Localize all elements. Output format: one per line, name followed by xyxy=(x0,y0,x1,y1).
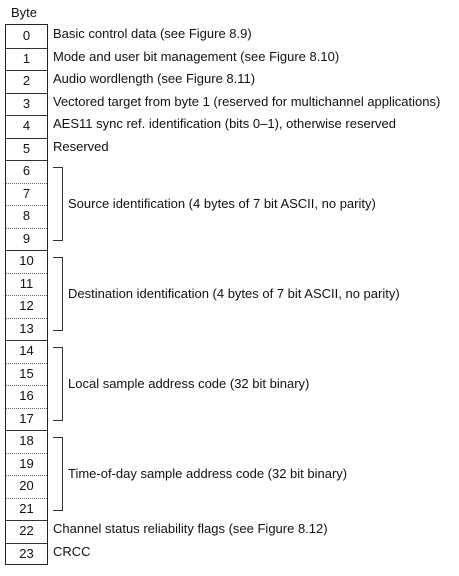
row-divider xyxy=(6,70,47,71)
row-divider xyxy=(6,318,47,319)
byte-number-4: 4 xyxy=(22,118,31,133)
row-divider xyxy=(6,295,47,296)
row-divider xyxy=(6,385,47,386)
byte-number-15: 15 xyxy=(19,365,34,381)
byte-number-23: 23 xyxy=(19,545,34,561)
row-divider xyxy=(6,363,47,364)
group-description: Source identification (4 bytes of 7 bit ASCII, no parity) xyxy=(68,196,376,211)
byte-description-2: Audio wordlength (see Figure 8.11) xyxy=(53,71,256,86)
byte-description-23: CRCC xyxy=(53,543,91,559)
row-divider xyxy=(6,183,47,184)
group-description: Time-of-day sample address code (32 bit binary) xyxy=(68,466,348,481)
row-divider xyxy=(6,93,47,94)
byte-number-18: 18 xyxy=(19,433,34,448)
row-divider xyxy=(6,138,47,139)
row-divider xyxy=(6,430,47,431)
byte-number-1: 1 xyxy=(22,50,31,66)
group-bracket xyxy=(53,167,63,241)
byte-number-20: 20 xyxy=(19,478,34,493)
byte-description-4: AES11 sync ref. identification (bits 0–1), otherwise reserved xyxy=(53,116,396,131)
row-divider xyxy=(6,475,47,476)
row-divider xyxy=(6,520,47,521)
byte-number-16: 16 xyxy=(19,388,34,403)
byte-number-2: 2 xyxy=(22,73,31,88)
row-divider xyxy=(6,408,47,409)
row-divider xyxy=(6,498,47,499)
row-divider xyxy=(6,48,47,49)
byte-number-14: 14 xyxy=(19,343,34,358)
row-divider xyxy=(6,340,47,341)
row-divider xyxy=(6,273,47,274)
row-divider xyxy=(6,543,47,544)
byte-description-1: Mode and user bit management (see Figure 8.10) xyxy=(53,48,340,64)
byte-number-21: 21 xyxy=(19,500,34,516)
byte-number-7: 7 xyxy=(22,185,31,201)
byte-description-22: Channel status reliability flags (see Figure 8.12) xyxy=(53,521,328,536)
row-divider xyxy=(6,115,47,116)
byte-number-17: 17 xyxy=(19,410,34,426)
byte-number-3: 3 xyxy=(22,95,31,111)
byte-column-header: Byte xyxy=(11,5,38,20)
byte-number-19: 19 xyxy=(19,455,34,471)
group-bracket xyxy=(53,437,63,511)
group-bracket xyxy=(53,257,63,331)
byte-number-13: 13 xyxy=(19,320,34,336)
byte-description-5: Reserved xyxy=(53,138,109,154)
byte-description-0: Basic control data (see Figure 8.9) xyxy=(53,26,252,41)
byte-table xyxy=(5,24,48,565)
row-divider xyxy=(6,250,47,251)
byte-description-3: Vectored target from byte 1 (reserved for multichannel applications) xyxy=(53,93,441,109)
row-divider xyxy=(6,160,47,161)
group-description: Local sample address code (32 bit binary) xyxy=(68,376,310,391)
byte-number-10: 10 xyxy=(19,253,34,268)
byte-number-8: 8 xyxy=(22,208,31,223)
byte-number-22: 22 xyxy=(19,523,34,538)
byte-number-6: 6 xyxy=(22,163,31,178)
row-divider xyxy=(6,453,47,454)
row-divider xyxy=(6,228,47,229)
byte-number-5: 5 xyxy=(22,140,31,156)
byte-number-9: 9 xyxy=(22,230,31,246)
group-description: Destination identification (4 bytes of 7 bit ASCII, no parity) xyxy=(68,286,400,301)
byte-number-0: 0 xyxy=(22,28,31,43)
byte-number-11: 11 xyxy=(19,275,34,291)
byte-number-12: 12 xyxy=(19,298,34,313)
row-divider xyxy=(6,205,47,206)
group-bracket xyxy=(53,347,63,421)
